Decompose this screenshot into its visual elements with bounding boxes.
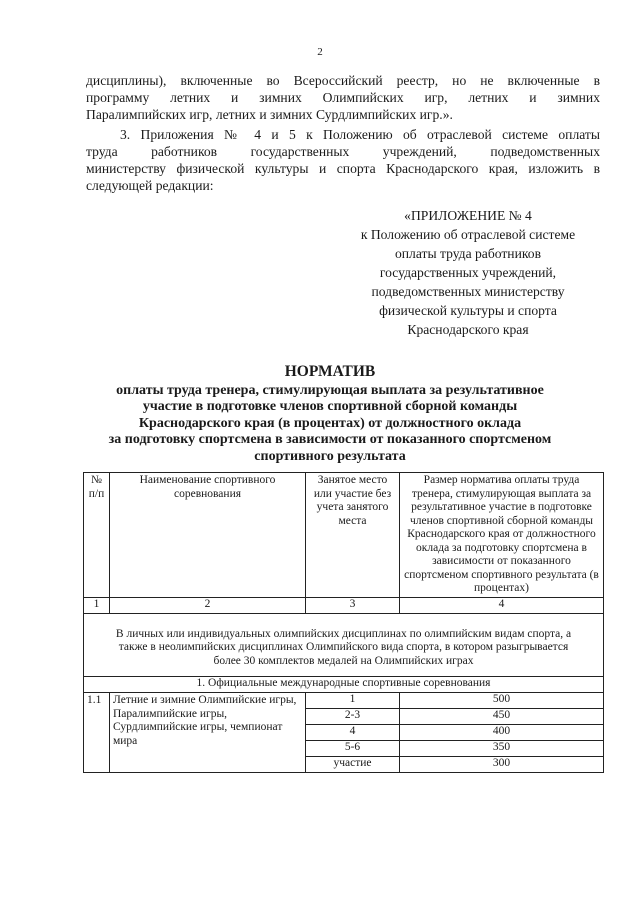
header-rate: Размер норматива оплаты труда тренера, стимулирующая выплата за результативное участие в подготовке членов спортивной сборной команды Краснодарского края от должностного оклада за подготовку спортсмена в зависимости от показанного спортсменом спортивного результата (в процентах): [400, 473, 604, 598]
place-cell: 2-3: [306, 709, 400, 725]
table-row: [84, 693, 604, 709]
section-heading: В личных или индивидуальных олимпийских дисциплинах по олимпийским видам спорта, а также в неолимпийских дисциплинах Олимпийского вида спорта, в котором разыгрывается более 30 комплектов медалей на Олимпийских играх: [84, 613, 604, 677]
appendix-line: государственных учреждений,: [379, 265, 557, 280]
text-line: Паралимпийских игр, летних и зимних Сурдлимпийских игр.».: [86, 107, 453, 122]
title-heading: НОРМАТИВ: [284, 363, 376, 380]
page-number: 2: [317, 46, 323, 58]
column-number: 1: [84, 597, 110, 613]
table-section-row: [84, 613, 604, 677]
title-line: оплаты труда тренера, стимулирующая выплата за результативное: [116, 382, 544, 398]
value-cell: 300: [400, 757, 604, 773]
column-number: 4: [400, 597, 604, 613]
appendix-line: подведомственных министерству: [371, 284, 565, 299]
place-cell: 4: [306, 725, 400, 741]
title-line: за подготовку спортсмена в зависимости от показанного спортсменом: [108, 432, 552, 447]
text-line: труда работников государственных учреждений, подведомственных: [86, 144, 600, 159]
text-line: следующей редакции:: [86, 178, 214, 193]
column-number: 3: [306, 597, 400, 613]
table-header-row: [84, 473, 604, 598]
table-subsection-row: [84, 677, 604, 693]
column-number: 2: [110, 597, 306, 613]
document-title: [60, 364, 600, 465]
header-number: № п/п: [84, 473, 110, 598]
place-cell: 5-6: [306, 741, 400, 757]
subsection-heading: 1. Официальные международные спортивные соревнования: [84, 677, 604, 693]
text-line: программу летних и зимних Олимпийских игр, летних и зимних: [86, 90, 600, 105]
value-cell: 350: [400, 741, 604, 757]
appendix-line: оплаты труда работников: [394, 246, 541, 261]
paragraph-item-3: [86, 126, 600, 194]
normative-table: [83, 472, 604, 773]
row-competition-name: Летние и зимние Олимпийские игры, Паралимпийские игры, Сурдлимпийские игры, чемпионат мира: [110, 693, 306, 773]
row-number: 1.1: [84, 693, 110, 773]
text-line: министерству физической культуры и спорта Краснодарского края, изложить в: [86, 161, 600, 176]
appendix-header: [340, 206, 596, 339]
value-cell: 400: [400, 725, 604, 741]
value-cell: 450: [400, 709, 604, 725]
title-line: Краснодарского края (в процентах) от должностного оклада: [138, 415, 522, 431]
appendix-line: физической культуры и спорта: [379, 303, 557, 318]
title-line: участие в подготовке членов спортивной сборной команды: [142, 399, 518, 414]
title-line: спортивного результата: [254, 448, 406, 464]
appendix-line: Краснодарского края: [407, 322, 529, 337]
header-place: Занятое место или участие без учета занятого места: [306, 473, 400, 598]
place-cell: участие: [306, 757, 400, 773]
appendix-title: «ПРИЛОЖЕНИЕ № 4: [404, 208, 532, 223]
value-cell: 500: [400, 693, 604, 709]
appendix-line: к Положению об отраслевой системе: [360, 227, 576, 242]
text-line: 3. Приложения № 4 и 5 к Положению об отраслевой системе оплаты: [120, 127, 600, 142]
text-line: дисциплины), включенные во Всероссийский реестр, но не включенные в: [86, 73, 600, 88]
paragraph-continuation: [86, 72, 600, 123]
header-competition: Наименование спортивного соревнования: [110, 473, 306, 598]
place-cell: 1: [306, 693, 400, 709]
table-column-numbers-row: [84, 597, 604, 613]
